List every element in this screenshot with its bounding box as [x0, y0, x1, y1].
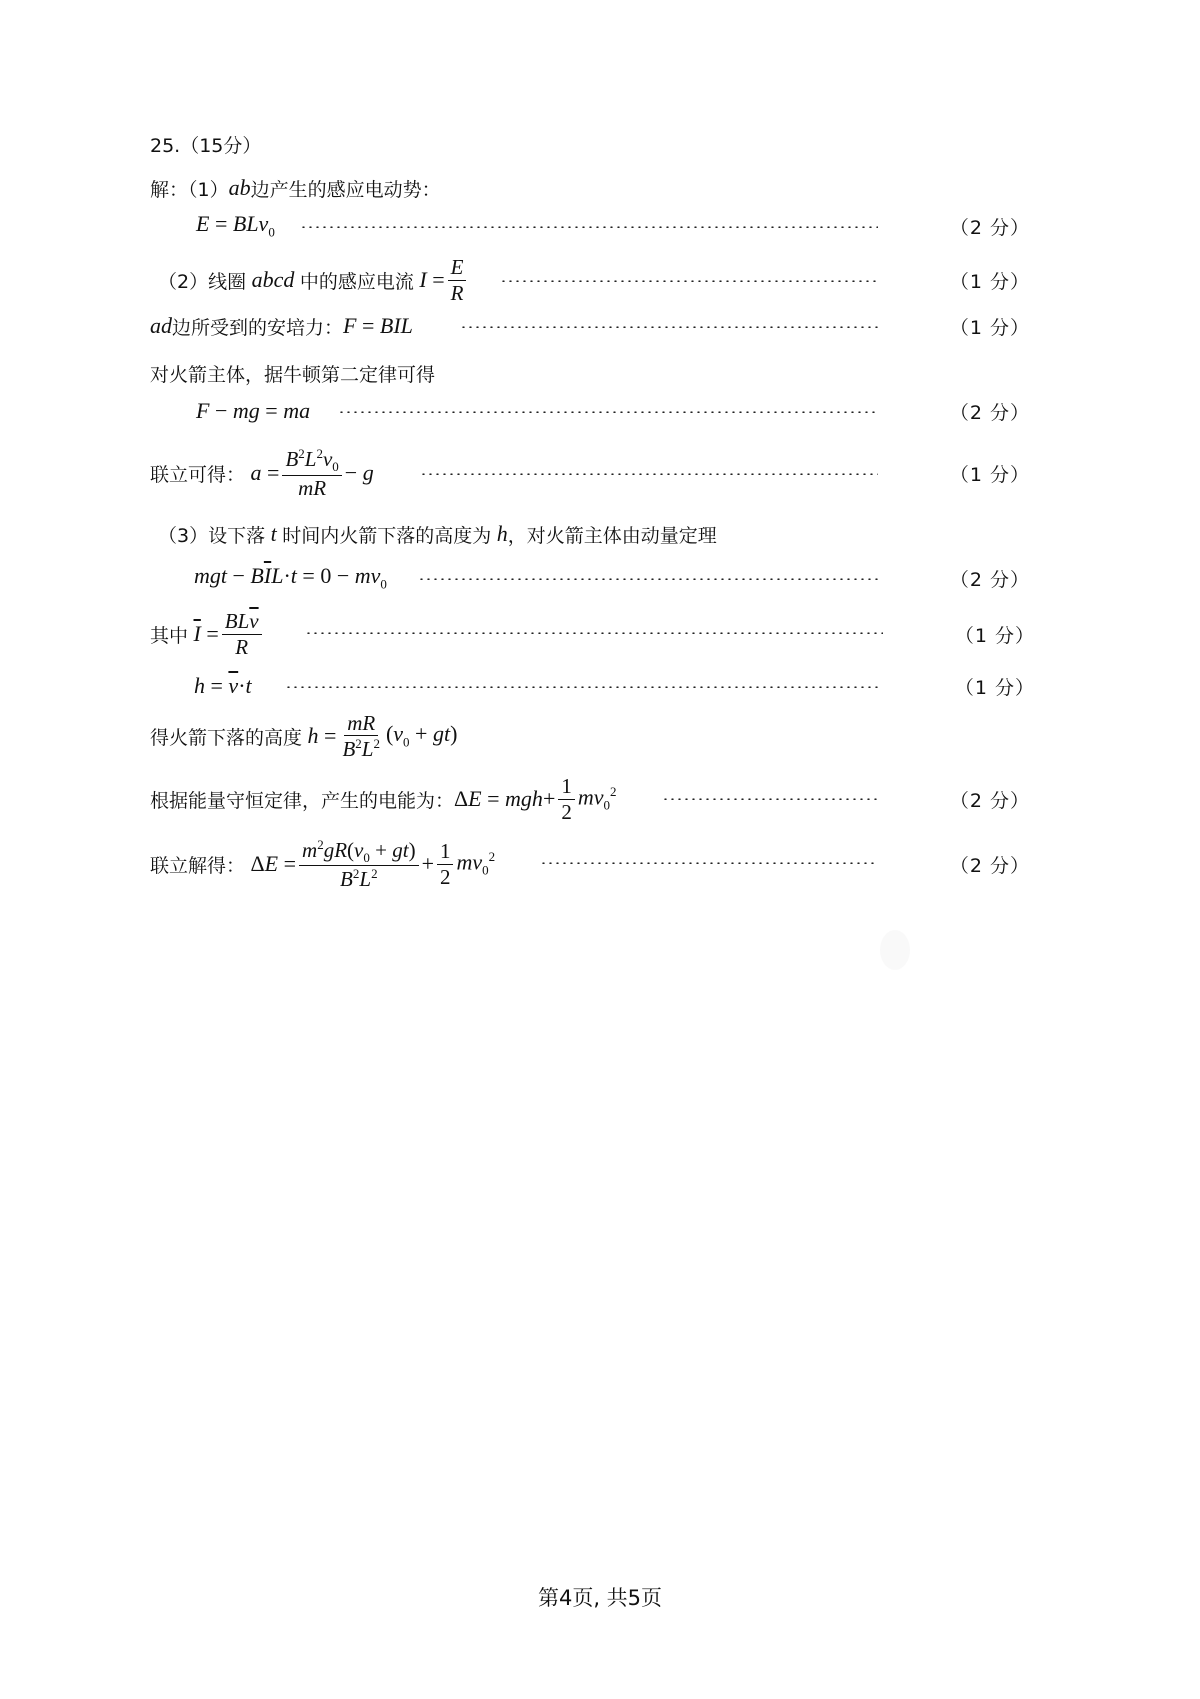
formula-force: F = BIL	[343, 313, 413, 338]
solution-line-9	[0, 552, 1200, 604]
page-footer: 第4页, 共5页	[537, 1586, 663, 1610]
fraction-half-2: $\frac{1}{2}$	[437, 840, 454, 887]
solution-line-13: 根据能量守恒定律，产生的电能为： ΔE = mgh+ $\frac{1}{2}$ $mv_0^2$ （2 分）	[150, 774, 1030, 824]
fraction-avg-current: $\frac{BL\overline{v}}{R}$	[222, 610, 262, 657]
formula-newton: F − mg = ma	[196, 398, 311, 423]
leader-dots	[460, 326, 878, 328]
l7-prefix: 联立可得：	[150, 463, 246, 486]
score-9: （2 分）	[949, 568, 1030, 591]
leader-dots	[418, 578, 878, 580]
score-2: （2 分）	[949, 216, 1030, 239]
leader-dots	[420, 473, 878, 475]
l8-a: （3）设下落	[158, 524, 266, 547]
l3-prefix: （2）线圈	[158, 270, 247, 293]
abcd-symbol: abcd	[246, 267, 300, 292]
l5-text: 对火箭主体，据牛顿第二定律可得	[150, 363, 436, 386]
score-6: （2 分）	[949, 401, 1030, 424]
score-14: （2 分）	[949, 854, 1030, 877]
leader-dots	[500, 280, 878, 282]
solution-line-8: （3）设下落 t 时间内火箭下落的高度为 h ，对火箭主体由动量定理	[158, 521, 717, 547]
score-11: （1 分）	[954, 676, 1035, 699]
fraction-energy: $\frac{m^2gR(v_0 + gt)}{B^2L^2}$	[299, 838, 419, 891]
solution-line-6	[0, 385, 1200, 437]
score-7: （1 分）	[949, 463, 1030, 486]
formula-emf: E = BLv$_0$	[196, 211, 275, 240]
l8-b: 时间内火箭下落的高度为	[282, 524, 492, 547]
leader-dots	[338, 411, 878, 413]
l3-mid: 中的感应电流	[299, 270, 414, 293]
formula-current: I =	[413, 267, 445, 292]
solution-line-10: 其中 $\overline{I}$ = $\frac{BL\overline{v}}{R}$ （1 分）	[150, 609, 1035, 659]
question-header: 25.（15分）	[150, 134, 262, 157]
solution-line-4	[0, 300, 1200, 352]
l4-suffix: 边所受到的安培力：	[172, 316, 344, 339]
l10-prefix: 其中	[150, 624, 189, 647]
l8-c: ，对火箭主体由动量定理	[507, 524, 717, 547]
l1-prefix: 解：（1）	[150, 178, 229, 201]
solution-line-2	[0, 200, 1200, 252]
ad-symbol: ad	[150, 313, 172, 338]
leader-dots	[662, 798, 878, 800]
solution-line-14: 联立解得： ΔE = $\frac{m^2gR(v_0 + gt)}{B^2L^2}$ + $\frac{1}{2}$ $mv_0^2$ （2 分）	[150, 836, 1030, 892]
score-3: （1 分）	[949, 270, 1030, 293]
fraction-acceleration: $\frac{B^2L^2v_0}{mR}$	[282, 447, 341, 499]
solution-line-12: 得火箭下落的高度 h = $\frac{mR}{B^2L^2}$ $(v_0 + gt)$	[150, 710, 458, 761]
ab-symbol: ab	[228, 175, 251, 200]
l12-prefix: 得火箭下落的高度	[150, 726, 303, 749]
leader-dots	[305, 632, 883, 634]
fraction-half: $\frac{1}{2}$	[558, 775, 575, 822]
score-10: （1 分）	[954, 624, 1035, 647]
l1-suffix: 边产生的感应电动势：	[250, 178, 441, 201]
leader-dots	[540, 862, 878, 864]
score-4: （1 分）	[949, 316, 1030, 339]
solution-line-7: 联立可得： a = $\frac{B^2L^2v_0}{mR}$ − g （1 分）	[150, 446, 1030, 500]
leader-dots	[285, 686, 878, 688]
score-13: （2 分）	[949, 789, 1030, 812]
fraction-height: $\frac{mR}{B^2L^2}$	[342, 710, 380, 761]
l14-prefix: 联立解得：	[150, 854, 246, 877]
formula-impulse: mgt − $B\overline{I}L\cdot t = 0 - mv_0$	[194, 563, 387, 592]
l13-prefix: 根据能量守恒定律，产生的电能为：	[150, 789, 455, 812]
fraction-E-over-R: $\frac{E}{R}$	[448, 256, 467, 303]
scan-smudge	[880, 930, 910, 970]
formula-height: $h = \overline{v}\cdot t$	[194, 673, 252, 698]
leader-dots	[300, 226, 878, 228]
